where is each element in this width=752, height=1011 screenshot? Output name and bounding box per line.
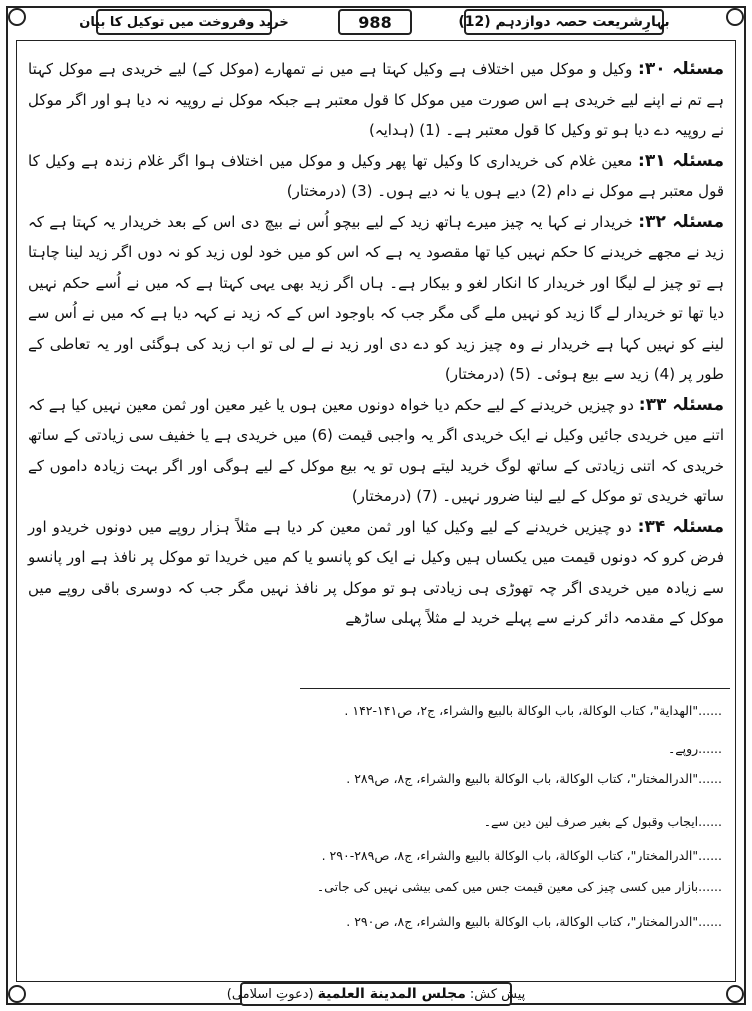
masala-31	[28, 146, 724, 207]
part-number: (12)	[458, 14, 491, 30]
masala-text: وکیل و موکل میں اختلاف ہے وکیل کہتا ہے میں نے تمھارے (موکل کے) لیے خریدی ہے موکل کہتا ہے تم نے اپنے لیے خریدی ہے اس صورت میں موکل کا قول معتبر ہے جبکہ موکل نے روپیہ نہ دیا ہو اور اگر موکل نے روپیہ دے دیا ہو تو وکیل کا قول معتبر ہے۔ (1) (ہدایہ)	[28, 60, 724, 139]
masala-label: مسئلہ ۳۲:	[638, 211, 724, 232]
book-name: بہارِشریعت حصہ دوازدہم	[495, 14, 670, 30]
corner-ornament	[8, 985, 26, 1003]
masala-30	[28, 54, 724, 146]
masala-text: معین غلام کی خریداری کا وکیل تھا پھر وکیل و موکل میں اختلاف ہوا اگر غلام زندہ ہے وکیل کا قول معتبر ہے موکل نے دام (2) دیے ہوں یا نہ دیے ہوں۔ (3) (درمختار)	[28, 151, 724, 200]
masala-34	[28, 512, 724, 634]
footer-prefix: پیش کش:	[469, 986, 526, 1002]
masala-text: خریدار نے کہا یہ چیز میرے ہاتھ زید کے لیے بیچو اُس نے بیچ دی اس کے بعد خریدار یہ کہتا ہے کہ زید نے مجھے خریدنے کا حکم نہیں کیا تھا مقصود یہ ہے کہ اس کو میں خود لوں زید کو نہ دوں اگر زید لینا چاہتا ہے تو چیز لے لیگا اور خریدار کا انکار لغو و بیکار ہے۔ ہاں اگر زید بھی یہی کہتا ہے کہ میں نے اُسے حکم نہیں دیا تھا تو خریدار لے گا زید کو نہیں ملے گی مگر جب کہ باوجود اس کے کہ زید نے کہہ دیا ہے کہ میں نے اُس سے لینے کو نہیں کہا ہے خریدار نے وہ چیز زید کو دے دی اور زید نے لے لی تو اب زید کی ہوگئی اور یہ تعاطی کے طور پر (4) زید سے بیع ہوئی۔ (5) (درمختار)	[28, 212, 724, 383]
footnote-2: ......روپے۔	[667, 741, 722, 756]
masala-label: مسئلہ ۳۱:	[638, 150, 724, 171]
masala-label: مسئلہ ۳۰:	[638, 59, 724, 79]
publisher-name: مجلس المدينة العلمية	[317, 986, 466, 1002]
footnote-7: ......"الدرالمختار"، كتاب الوكالة، باب الوكالة بالبيع والشراء، ج۸، ص۲۹۰ .	[346, 914, 722, 929]
masala-text: دو چیزیں خریدنے کے لیے حکم دیا خواہ دونوں معین ہوں یا غیر معین اور ثمن معین نہیں کیا ہے کہ اتنے میں خریدی جائیں وکیل نے ایک خریدی اگر یہ واجبی قیمت (6) میں خریدی ہے یا خفیف سی زیادتی کے ساتھ خریدی کہ اتنی زیادتی کے ساتھ لوگ خرید لیتے ہوں تو یہ بیع موکل کے لیے ہوگی اور اگر بہت زیادہ داموں کے ساتھ خریدی تو موکل کے لیے لینا ضرور نہیں۔ (7) (درمختار)	[28, 395, 724, 505]
masala-text: دو چیزیں خریدنے کے لیے وکیل کیا اور ثمن معین کر دیا ہے مثلاً ہزار روپے میں دونوں خریدو اور فرض کرو کہ دونوں قیمت میں یکساں ہیں وکیل نے ایک کو پانسو یا کم میں خریدا تو موکل پر نافذ ہے اور پانسو سے زیادہ میں خریدی اگر چہ تھوڑی ہی زیادتی ہو تو موکل پر نافذ نہیں مگر جب کہ دوسری باقی روپے میں موکل کے مقدمہ دائر کرنے سے پہلے خرید لے مثلاً پہلی ساڑھے	[28, 517, 724, 627]
footer-suffix: (دعوتِ اسلامی)	[226, 986, 314, 1002]
footnote-3: ......"الدرالمختار"، كتاب الوكالة، باب الوكالة بالبيع والشراء، ج۸، ص۲۸۹ .	[346, 771, 722, 786]
footnote-6: ......بازار میں کسی چیز کی معین قیمت جس میں کمی بیشی نہیں کی جاتی۔	[316, 879, 722, 894]
main-text	[28, 54, 724, 634]
page-header	[16, 8, 736, 38]
masala-32	[28, 207, 724, 390]
page-number: 988	[338, 9, 412, 35]
chapter-title: خرید وفروخت میں توکیل کا بیان	[96, 9, 272, 35]
masala-label: مسئلہ ۳۳:	[638, 394, 724, 415]
footnote-1: ......"الهداية"، كتاب الوكالة، باب الوكالة بالبيع والشراء، ج۲، ص۱۴۱-۱۴۲ .	[344, 703, 722, 718]
footnote-separator	[300, 688, 730, 689]
book-title	[458, 9, 670, 35]
page-footer	[226, 982, 526, 1006]
footnote-5: ......"الدرالمختار"، كتاب الوكالة، باب الوكالة بالبيع والشراء، ج۸، ص۲۸۹-۲۹۰ .	[321, 848, 722, 863]
masala-label: مسئلہ ۳۴:	[637, 516, 724, 537]
corner-ornament	[726, 985, 744, 1003]
masala-33	[28, 390, 724, 512]
footnote-4: ......ایجاب وقبول کے بغیر صرف لین دین سے۔	[483, 814, 722, 829]
